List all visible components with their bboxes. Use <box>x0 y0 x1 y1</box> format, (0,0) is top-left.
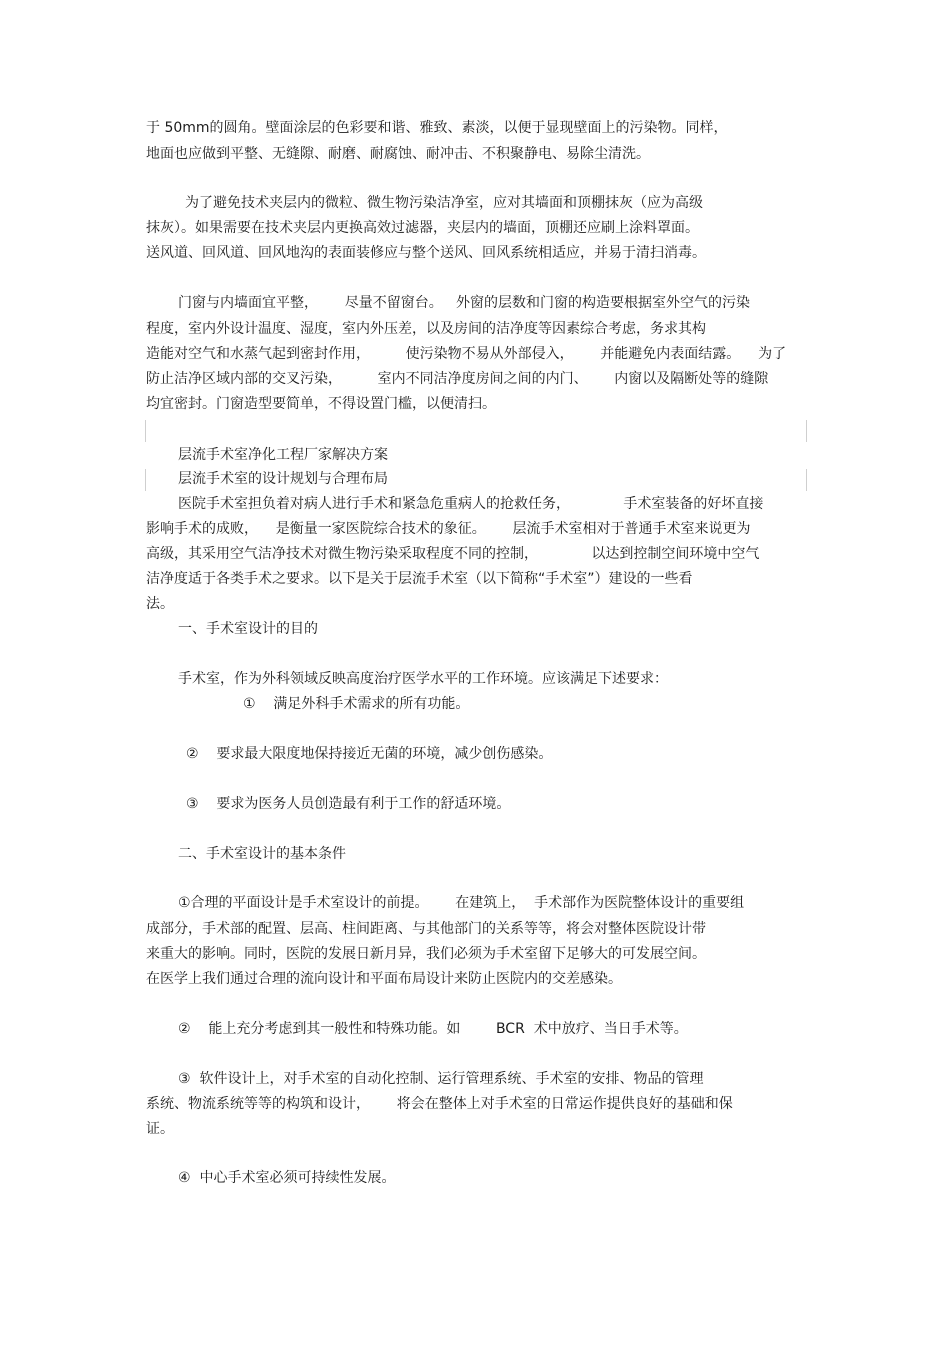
frame-border-right <box>806 420 807 442</box>
text-line: 影响手术的成败， 是衡量一家医院综合技术的象征。 层流手术室相对于普通手术室来说更为 <box>146 521 751 537</box>
list-item: ① 满足外科手术需求的所有功能。 <box>243 696 470 712</box>
text-line: 成部分，手术部的配置、层高、柱间距离、与其他部门的关系等等，将会对整体医院设计带 <box>146 921 706 937</box>
text-line: 防止洁净区域内部的交叉污染， 室内不同洁净度房间之间的内门、 内窗以及隔断处等的缝隙 <box>146 371 769 387</box>
text-line: 于 50mm的圆角。壁面涂层的色彩要和谐、雅致、素淡，以便于显现壁面上的污染物。同样， <box>146 120 728 136</box>
text-line: ①合理的平面设计是手术室设计的前提。 在建筑上， 手术部作为医院整体设计的重要组 <box>178 895 745 911</box>
section-heading: 一、手术室设计的目的 <box>178 621 318 637</box>
text-line: 在医学上我们通过合理的流向设计和平面布局设计来防止医院内的交差感染。 <box>146 971 622 987</box>
text-line: 均宜密封。门窗造型要简单，不得设置门槛，以便清扫。 <box>146 396 496 412</box>
text-line: 门窗与内墙面宜平整， 尽量不留窗台。 外窗的层数和门窗的构造要根据室外空气的污染 <box>178 295 751 311</box>
frame-border-left <box>145 420 146 442</box>
text-line: 法。 <box>146 596 174 612</box>
text-line: 为了避免技术夹层内的微粒、微生物污染洁净室，应对其墙面和顶棚抹灰（应为高级 <box>185 195 703 211</box>
section-heading: 层流手术室的设计规划与合理布局 <box>178 471 388 487</box>
list-item: ② 能上充分考虑到其一般性和特殊功能。如 BCR 术中放疗、当日手术等。 <box>178 1021 688 1037</box>
text-line: 证。 <box>146 1121 174 1137</box>
text-line: 造能对空气和水蒸气起到密封作用， 使污染物不易从外部侵入， 并能避免内表面结露。 为了 <box>146 346 787 362</box>
text-line: 来重大的影响。同时，医院的发展日新月异，我们必须为手术室留下足够大的可发展空间。 <box>146 946 706 962</box>
text-line: 送风道、回风道、回风地沟的表面装修应与整个送风、回风系统相适应，并易于清扫消毒。 <box>146 245 706 261</box>
text-line: 洁净度适于各类手术之要求。以下是关于层流手术室（以下简称“手术室”）建设的一些看 <box>146 571 693 587</box>
list-item: ③ 要求为医务人员创造最有利于工作的舒适环境。 <box>186 796 511 812</box>
list-item: ② 要求最大限度地保持接近无菌的环境，减少创伤感染。 <box>186 746 553 762</box>
list-item: ④ 中心手术室必须可持续性发展。 <box>178 1170 396 1186</box>
text-line: 高级，其采用空气洁净技术对微生物污染采取程度不同的控制， 以达到控制空间环境中空气 <box>146 546 760 562</box>
text-line: 系统、物流系统等等的构筑和设计， 将会在整体上对手术室的日常运作提供良好的基础和保 <box>146 1096 733 1112</box>
text-line: 程度，室内外设计温度、湿度，室内外压差，以及房间的洁净度等因素综合考虑，务求其构 <box>146 321 706 337</box>
text-line: 地面也应做到平整、无缝隙、耐磨、耐腐蚀、耐冲击、不积聚静电、易除尘清洗。 <box>146 146 650 162</box>
text-line: 抹灰）。如果需要在技术夹层内更换高效过滤器，夹层内的墙面，顶棚还应刷上涂料罩面。 <box>146 220 699 236</box>
section-heading: 层流手术室净化工程厂家解决方案 <box>178 447 388 463</box>
section-heading: 二、手术室设计的基本条件 <box>178 846 346 862</box>
text-line: 手术室，作为外科领域反映高度治疗医学水平的工作环境。应该满足下述要求： <box>178 671 668 687</box>
list-item: ③ 软件设计上，对手术室的自动化控制、运行管理系统、手术室的安排、物品的管理 <box>178 1071 704 1087</box>
frame-border-left <box>145 469 146 491</box>
text-line: 医院手术室担负着对病人进行手术和紧急危重病人的抢救任务， 手术室装备的好坏直接 <box>178 496 764 512</box>
frame-border-right <box>806 469 807 491</box>
